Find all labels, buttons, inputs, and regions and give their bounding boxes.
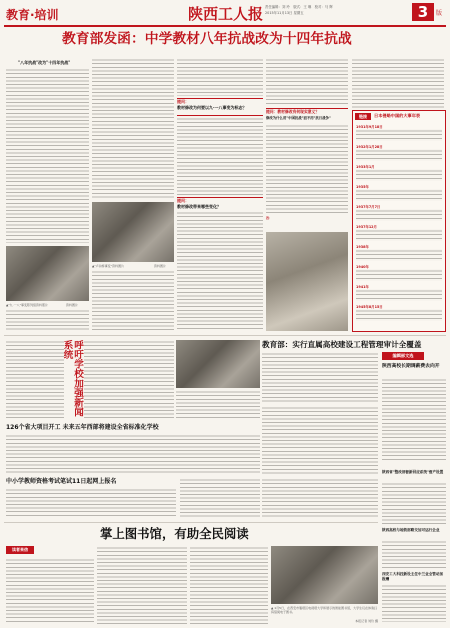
vertical-headline: 呼吁学校加强新闻系统 <box>61 340 83 417</box>
col3-question-box <box>177 98 263 116</box>
col4-map-image <box>266 232 348 331</box>
mid-right-text <box>180 478 260 518</box>
timeline-item: 1935年 <box>356 184 442 204</box>
lower-col2-text <box>84 340 174 420</box>
article3-headline: 陕西高校长期调薪费去向开 <box>382 364 440 369</box>
col4-question-box <box>266 108 348 123</box>
col2-photo <box>92 202 174 262</box>
timeline-item: 1938年 <box>356 244 442 264</box>
col2-text-block <box>92 58 174 198</box>
bottom-headline: 掌上图书馆，有助全民阅读 <box>100 526 249 541</box>
issue-info: 责任编辑：刘 玲 版式：王 琳 校对：马 辉 <box>265 5 333 9</box>
bottom-photo-byline: 本报记者 刘玲 摄 <box>355 619 378 623</box>
col3-question-label-2: 提问： <box>177 198 189 203</box>
timeline-title: 日本侵略中国的大事年表 <box>374 113 421 118</box>
masthead-rule <box>4 25 446 27</box>
timeline-item: 1941年 <box>356 284 442 304</box>
article2-text <box>262 352 378 404</box>
col3-question-title-2: 教材修改带来哪些变化？ <box>177 204 221 209</box>
timeline-item: 1937年7月7日 <box>356 204 442 224</box>
bottom-photo <box>271 546 378 604</box>
timeline-item: 1931年9月18日 <box>356 124 442 144</box>
section-divider <box>4 335 446 336</box>
timeline-item: 1933年1月 <box>356 164 442 184</box>
timeline-item: 1937年12月 <box>356 224 442 244</box>
col3-question-label: 提问： <box>177 99 189 104</box>
col3-question-title: 教材修改为何要以九·一八事变为标志？ <box>177 105 247 110</box>
col4-text-block-2 <box>266 124 348 214</box>
col1-photo-caption: ▲"九·一八"事变陈列馆资料照片 <box>6 303 49 307</box>
paper-logo: 陕西工人报 <box>188 5 264 23</box>
col4-text-block <box>266 58 348 106</box>
col3-text-block <box>177 58 263 96</box>
article4-text <box>6 434 260 474</box>
sidebar-text-2 <box>382 540 446 570</box>
col3-question-box-2 <box>177 197 263 210</box>
timeline-tag: 链接 <box>355 113 371 120</box>
masthead <box>0 0 450 24</box>
timeline-list <box>356 124 442 324</box>
mid-right-text-2 <box>262 478 378 518</box>
col3-text-block-3 <box>177 211 263 331</box>
lower-photo <box>176 340 260 388</box>
col3-text-block-2 <box>177 117 263 195</box>
timeline-box <box>352 110 446 332</box>
bottom-text-3 <box>190 546 268 624</box>
lower-col3-text <box>176 390 260 420</box>
article5-headline: 中小学教师资格考试笔试11日起网上报名 <box>6 478 117 485</box>
section-title: 教育·培训 <box>6 8 59 22</box>
col1-text-block-2 <box>6 309 89 331</box>
sidebar-text-3 <box>382 584 446 622</box>
article2-text-2 <box>262 406 378 474</box>
col1-photo <box>6 246 89 301</box>
sidebar-item-1: 陕西省"整改部督新回应系统"督产设置 <box>382 470 444 474</box>
sidebar-text-1 <box>382 482 446 526</box>
col4-question-title: 提问：教材修改有何现实意义？ <box>266 109 320 114</box>
col2-photo-caption: ▲"卢沟桥事变"资料图片 <box>92 264 125 268</box>
issue-date: 2015年11月13日 星期五 <box>265 11 304 15</box>
page-suffix: 版 <box>436 10 443 17</box>
bottom-text-2 <box>97 546 187 624</box>
col2-text-block-2 <box>92 270 174 331</box>
col2-photo-credit: 资料图片 <box>154 264 167 268</box>
col1-photo-credit: 资料图片 <box>66 303 79 307</box>
timeline-item: 1932年1月28日 <box>356 144 442 164</box>
bottom-divider <box>4 522 378 523</box>
bottom-tag: 读者来信 <box>6 546 34 554</box>
col5-text-block <box>352 58 444 108</box>
sidebar-item-3: 西安工大科技新设主任中兰业全管动加报酬 <box>382 572 444 581</box>
bottom-photo-caption: ▲ 1月5日，在西安市雁塔区电视塔大学和展示的智能图书馆，大学生们在体验扫码借阅电子图书。 <box>271 606 378 614</box>
article3-text <box>382 378 446 462</box>
col4-answer-label: 答： <box>266 216 273 220</box>
article5-text <box>6 488 176 518</box>
col1-text-block <box>6 68 89 243</box>
sidebar-tag: 编辑部文选 <box>382 352 424 360</box>
lower-left-text <box>6 340 64 420</box>
page-number-badge: 3 <box>412 3 434 21</box>
col1-quote-title: "八年抗战"改为"十四年抗战" <box>18 60 71 65</box>
bottom-text-1 <box>6 558 94 624</box>
timeline-item: 1945年8月15日 <box>356 304 442 324</box>
col4-question-sub: 修改为什么用"中国抗战"而不用"抗日战争" <box>266 116 331 120</box>
sidebar-item-2: 陕西高校与地铁部路交加可运行企业 <box>382 528 440 532</box>
main-headline: 教育部发函：中学教材八年抗战改为十四年抗战 <box>62 31 352 47</box>
timeline-item: 1940年 <box>356 264 442 284</box>
article4-headline: 126个省大项目开工 未来五年西部将建设全省标准化学校 <box>6 424 159 431</box>
article2-headline-visible: 教育部：实行直属高校建设工程管理审计全覆盖 <box>262 340 422 349</box>
